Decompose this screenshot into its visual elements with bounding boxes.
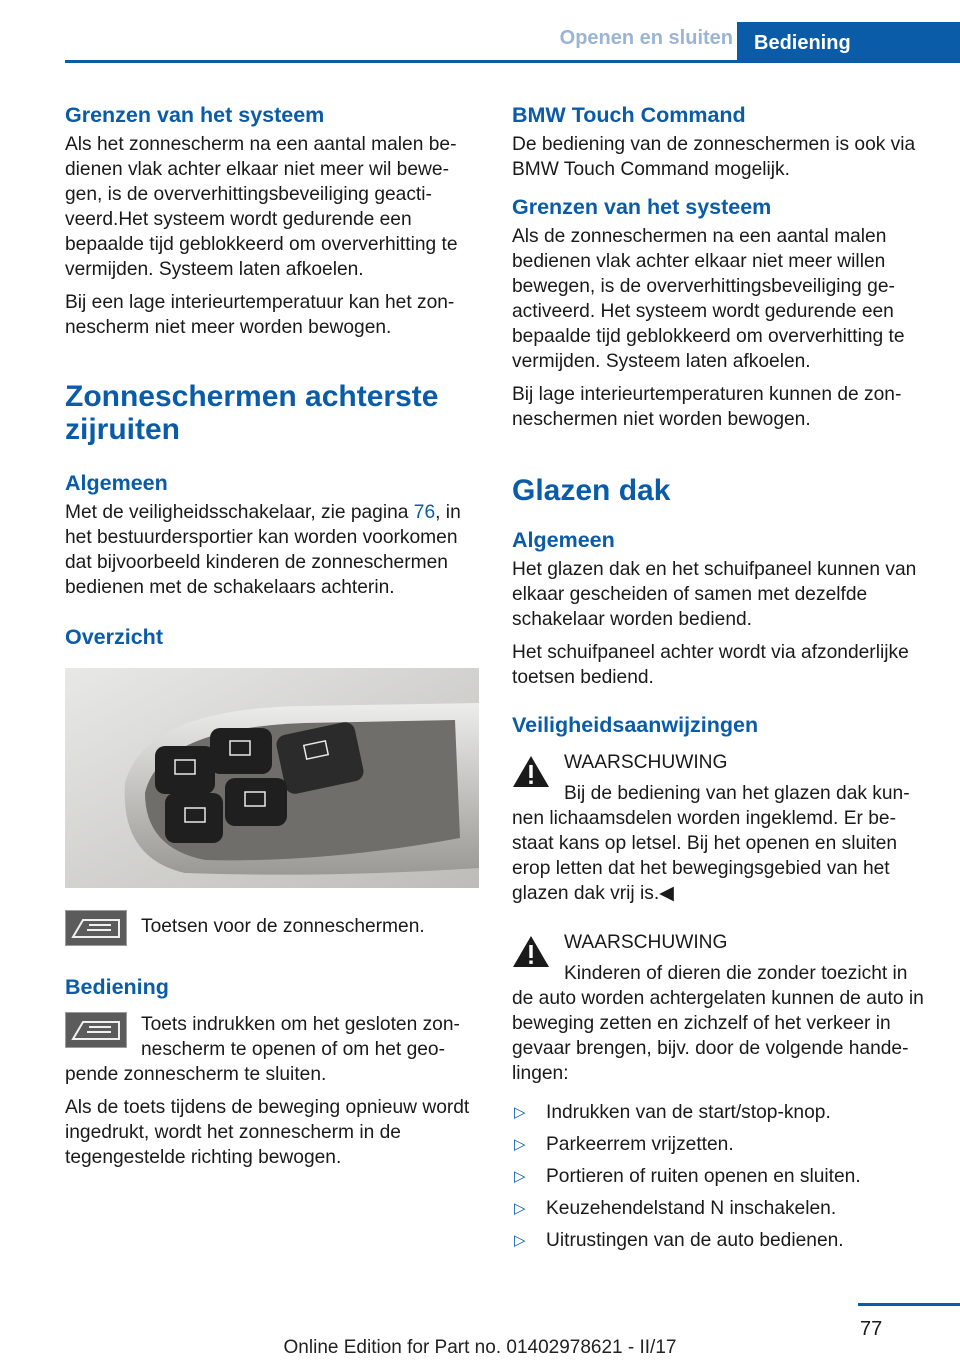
header-rule	[65, 60, 960, 63]
paragraph: Bij een lage interieurtemperatuur kan het zonnescherm niet meer worden bewogen.	[65, 292, 455, 338]
page-link[interactable]: 76	[413, 502, 436, 523]
warning-text: Kinderen of dieren die zonder toezicht in de auto worden achtergelaten kunnen de auto in beweging zetten en zichzelf of het verkeer in gevaar brengen, bijv. door de volgende handelingen:	[512, 963, 924, 1084]
heading-safety: Veiligheidsaanwijzingen	[512, 713, 759, 737]
caption: Toetsen voor de zonneschermen.	[141, 916, 425, 937]
list-item: ▷ Parkeerrem vrijzetten.	[514, 1134, 734, 1155]
heading-system-limits: Grenzen van het systeem	[65, 103, 325, 127]
paragraph: Het glazen dak en het schuifpaneel kunnen van elkaar gescheiden of samen met dezelfde schakelaar worden bediend.	[512, 559, 917, 630]
heading-touch-command: BMW Touch Command	[512, 103, 746, 127]
warning-text: Bij de bediening van het glazen dak kunnen lichaamsdelen worden ingeklemd. Er bestaat kans op letsel. Bij het openen en sluiten erop letten dat het bewegingsgebied van het glazen dak vrij is.◀	[512, 783, 910, 904]
warning-icon	[512, 934, 550, 968]
triangle-bullet-icon: ▷	[514, 1136, 526, 1153]
sunblind-switches-photo	[65, 668, 479, 888]
paragraph: Als de zonneschermen na een aantal malen bedienen vlak achter elkaar niet meer willen bewegen, is de oververhittingsbeveiliging geactiveerd. Het systeem wordt gedurende een bepaalde tijd geblokkeerd om oververhitting te vermijden. Systeem laten afkoelen.	[512, 226, 905, 372]
page-number: 77	[860, 1318, 883, 1340]
warning-icon	[512, 754, 550, 788]
list-item: ▷ Keuzehendelstand N inschakelen.	[514, 1198, 837, 1219]
paragraph: Toets indrukken om het gesloten zonnescherm te openen of om het geopende zonnescherm te sluiten.	[65, 1014, 460, 1085]
triangle-bullet-icon: ▷	[514, 1168, 526, 1185]
paragraph: Als het zonnescherm na een aantal malen bedienen vlak achter elkaar niet meer wil bewegen, is de oververhittingsbeveiliging geactiveerd.Het systeem wordt gedurende een bepaalde tijd geblokkeerd om oververhitting te vermijden. Systeem laten afkoelen.	[65, 134, 458, 280]
left-column	[65, 100, 479, 1170]
footer-rule	[858, 1303, 960, 1306]
paragraph: Met de veiligheidsschakelaar, zie pagina 76, in het bestuurdersportier kan worden voorkomen dat bijvoorbeeld kinderen de zonneschermen bedienen met de schakelaars achterin.	[65, 502, 461, 598]
footer-edition: Online Edition for Part no. 01402978621 - II/17	[283, 1337, 677, 1358]
list-item: ▷ Uitrustingen van de auto bedienen.	[514, 1230, 844, 1251]
heading-overview: Overzicht	[65, 625, 163, 649]
paragraph: De bediening van de zonneschermen is ook via BMW Touch Command mogelijk.	[512, 134, 916, 180]
triangle-bullet-icon: ▷	[514, 1200, 526, 1217]
paragraph: Als de toets tijdens de beweging opnieuw wordt ingedrukt, wordt het zonnescherm in de tegengestelde richting bewogen.	[65, 1097, 470, 1168]
heading-system-limits: Grenzen van het systeem	[512, 195, 772, 219]
heading-operation: Bediening	[65, 975, 169, 999]
main-heading-glass-roof: Glazen dak	[512, 474, 671, 507]
heading-general: Algemeen	[512, 528, 615, 552]
sunblind-button-icon	[65, 910, 127, 946]
bullet-list	[512, 1100, 930, 1253]
warning-title: WAARSCHUWING	[564, 752, 728, 773]
header-section: Openen en sluiten	[559, 27, 733, 49]
paragraph: Bij lage interieurtemperaturen kunnen de zonneschermen niet worden bewogen.	[512, 384, 902, 430]
warning-title: WAARSCHUWING	[564, 932, 728, 953]
right-column	[512, 100, 930, 1260]
heading-general: Algemeen	[65, 471, 168, 495]
header-chapter-tab: Bediening	[737, 22, 960, 60]
list-item: ▷ Indrukken van de start/stop-knop.	[514, 1102, 831, 1123]
main-heading-rear-sunblinds: Zonneschermen achterste zijruiten	[65, 380, 439, 446]
sunblind-button-icon	[65, 1012, 127, 1048]
triangle-bullet-icon: ▷	[514, 1104, 526, 1121]
list-item: ▷ Portieren of ruiten openen en sluiten.	[514, 1166, 861, 1187]
paragraph: Het schuifpaneel achter wordt via afzonderlijke toetsen bediend.	[512, 642, 909, 688]
triangle-bullet-icon: ▷	[514, 1232, 526, 1249]
